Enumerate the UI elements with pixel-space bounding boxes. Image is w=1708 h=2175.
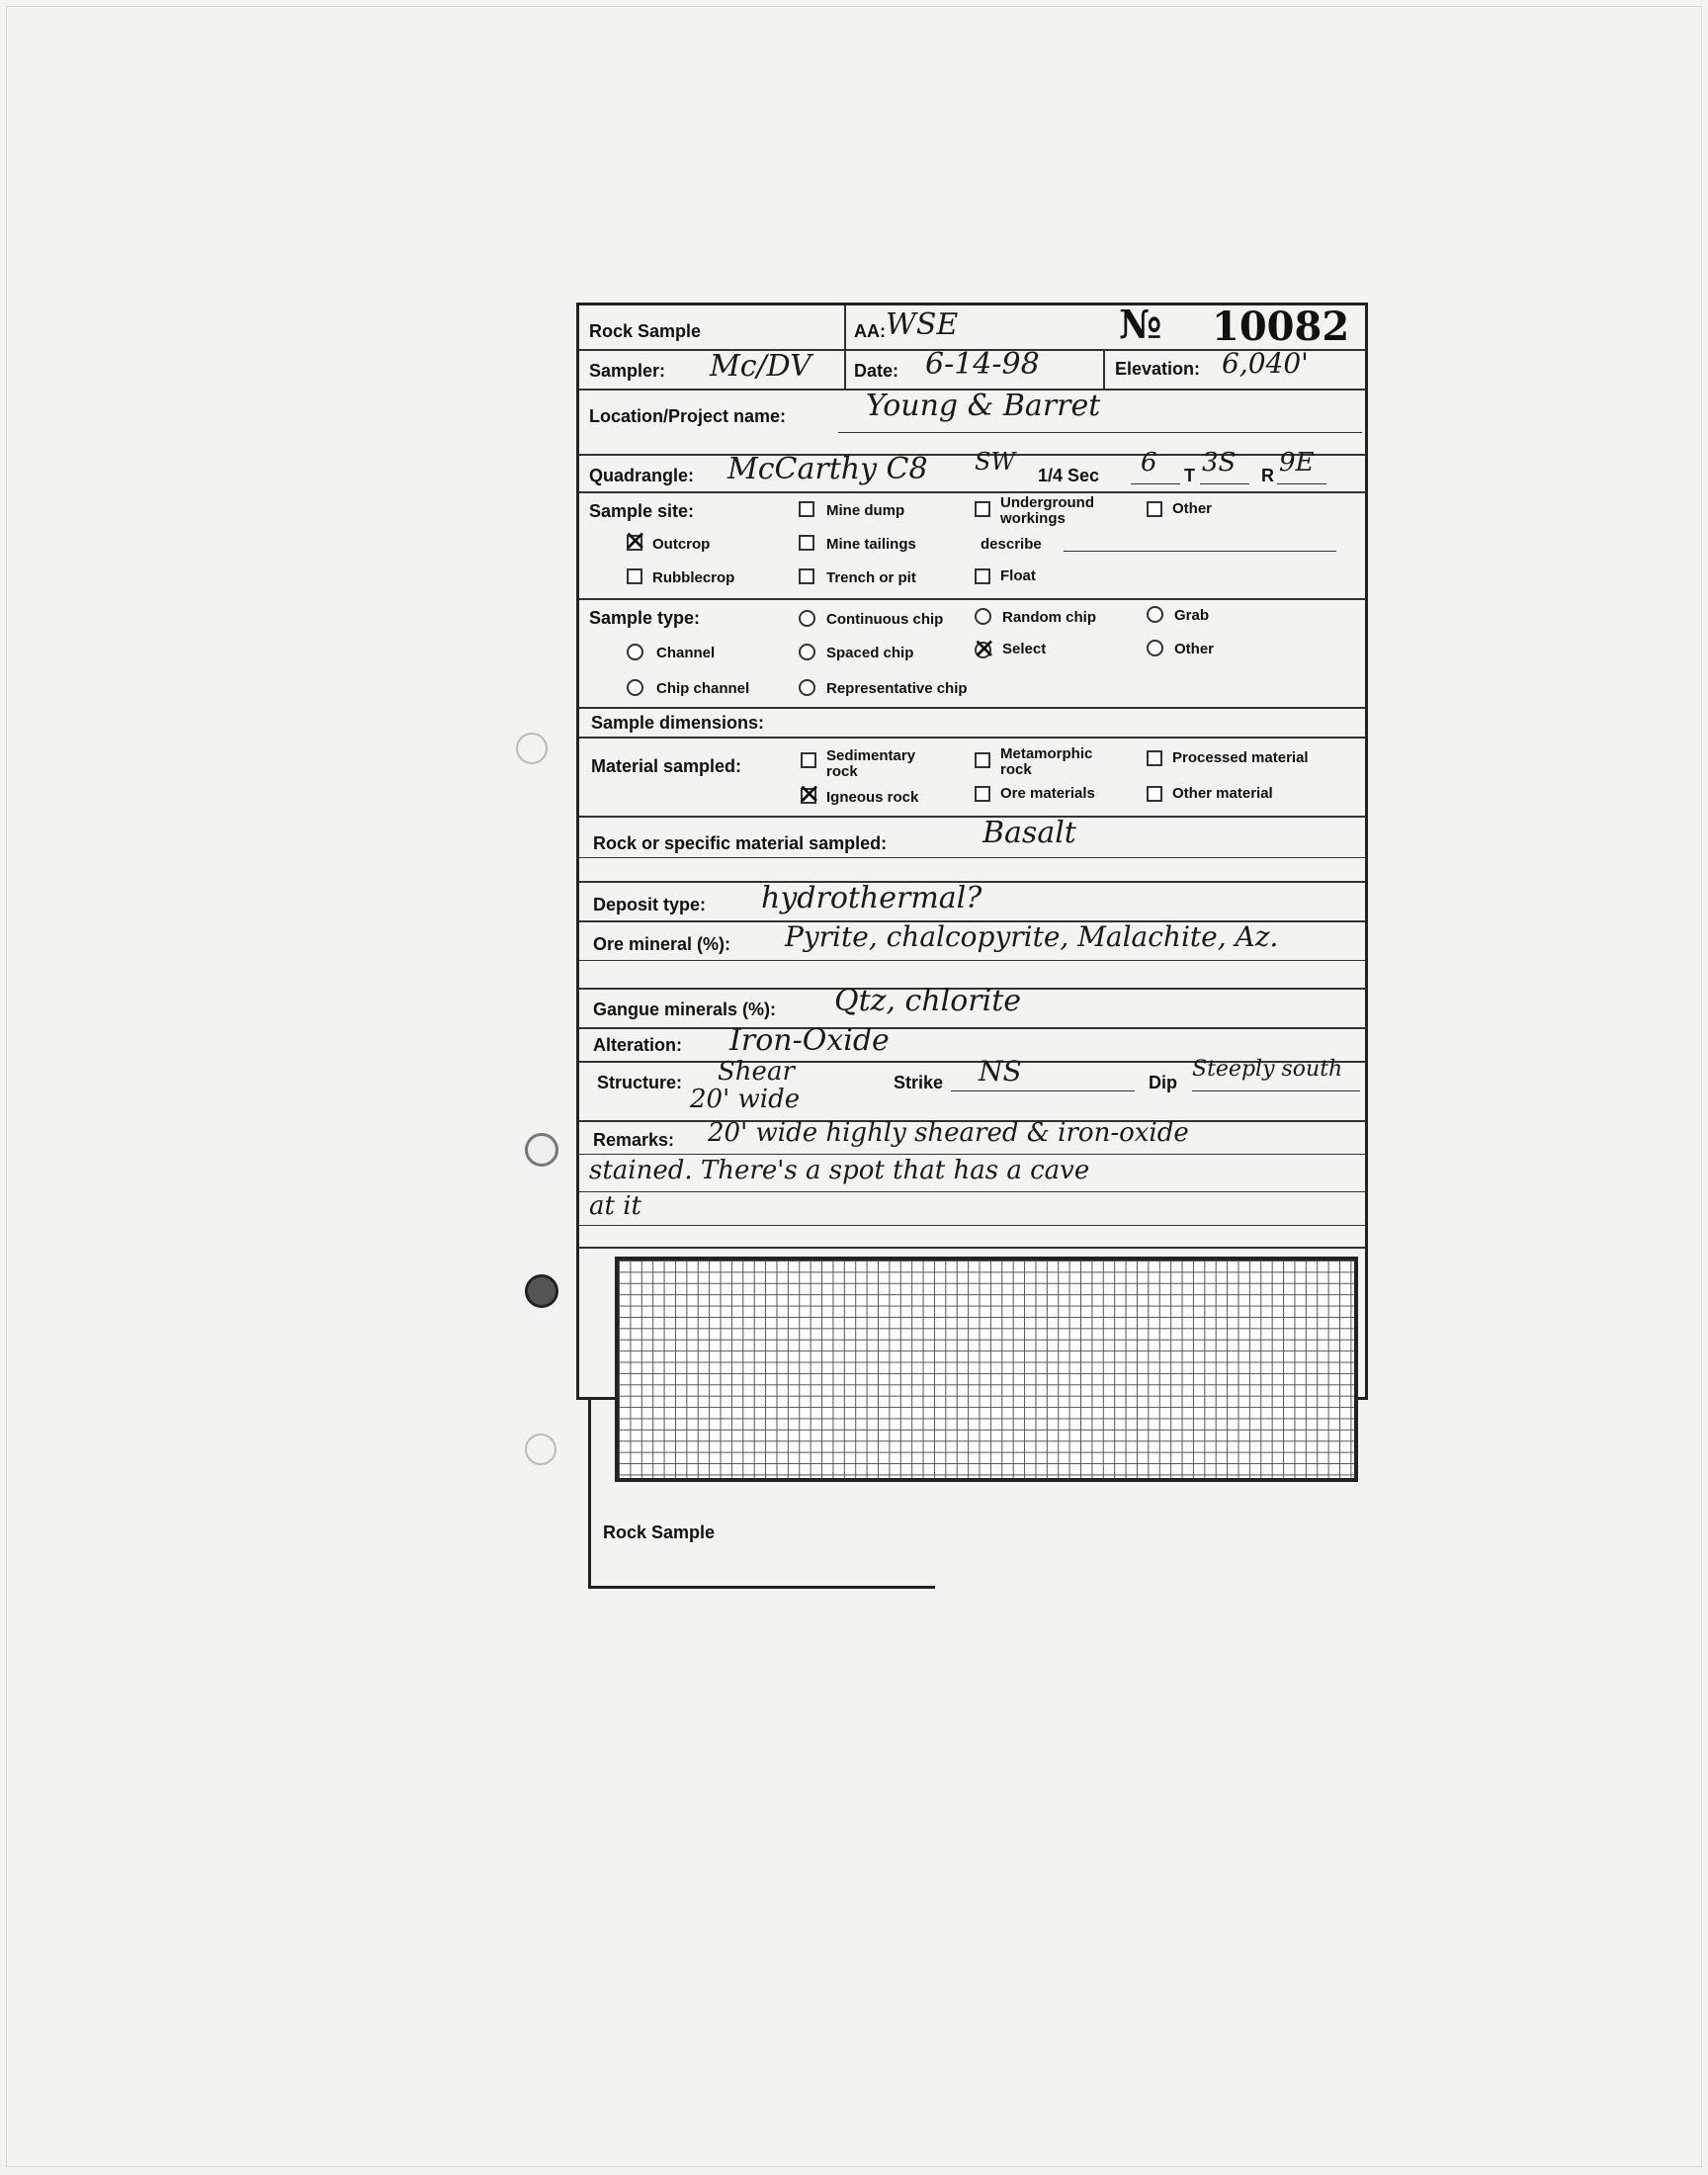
township-value[interactable]: 3S	[1202, 448, 1237, 478]
option-chip-channel: Chip channel	[656, 680, 750, 697]
check-mark: ✕	[624, 525, 647, 558]
location-row	[579, 389, 1365, 456]
quadrangle-label: Quadrangle:	[589, 466, 695, 485]
date-value[interactable]: 6-14-98	[925, 347, 1040, 382]
checkbox-underground-workings[interactable]	[975, 501, 990, 517]
quadrangle-value[interactable]: McCarthy C8	[727, 452, 928, 486]
option-mine-dump: Mine dump	[826, 502, 905, 519]
sample-type-label: Sample type:	[589, 608, 701, 628]
radio-spaced-chip[interactable]	[799, 644, 815, 660]
quarter-value[interactable]: SW	[975, 448, 1016, 476]
rock-row	[579, 816, 1365, 883]
checkbox-rubblecrop[interactable]	[627, 568, 642, 584]
option-spaced-chip: Spaced chip	[826, 645, 914, 661]
check-mark: ✕	[973, 633, 996, 665]
option-processed: Processed material	[1172, 749, 1309, 766]
gangue-row	[579, 984, 1365, 1029]
checkbox-processed[interactable]	[1147, 750, 1162, 766]
radio-representative-chip[interactable]	[799, 679, 815, 696]
structure-value-2[interactable]: 20' wide	[690, 1085, 801, 1114]
number-symbol: №	[1119, 302, 1162, 348]
section-value[interactable]: 6	[1141, 448, 1157, 478]
sample-type-row	[579, 598, 1365, 709]
sampler-label: Sampler:	[589, 361, 666, 381]
range-label: R	[1261, 466, 1274, 485]
remarks-line-3[interactable]: at it	[589, 1191, 641, 1221]
option-continuous-chip: Continuous chip	[826, 611, 944, 628]
option-random-chip: Random chip	[1002, 609, 1097, 626]
strike-label: Strike	[894, 1073, 944, 1092]
check-mark: ✕	[798, 778, 821, 811]
structure-row	[579, 1055, 1365, 1122]
option-channel: Channel	[656, 645, 716, 661]
sampler-value[interactable]: Mc/DV	[710, 349, 811, 384]
form-number: 10082	[1212, 304, 1350, 350]
rock-sample-form	[576, 303, 1368, 1400]
location-value[interactable]: Young & Barret	[866, 389, 1101, 423]
punch-hole	[525, 1434, 556, 1465]
footer-title: Rock Sample	[603, 1522, 716, 1542]
rock-label: Rock or specific material sampled:	[593, 833, 888, 853]
structure-label: Structure:	[597, 1073, 683, 1092]
checkbox-sedimentary[interactable]	[801, 752, 816, 768]
sample-dimensions-row	[579, 707, 1365, 739]
date-label: Date:	[854, 361, 899, 381]
radio-continuous-chip[interactable]	[799, 610, 815, 627]
remarks-label: Remarks:	[593, 1130, 675, 1150]
ore-value[interactable]: Pyrite, chalcopyrite, Malachite, Az.	[785, 920, 1279, 953]
option-metamorphic: Metamorphic rock	[1000, 745, 1093, 778]
sample-site-label: Sample site:	[589, 501, 695, 521]
header-row	[579, 302, 1365, 351]
checkbox-ore-materials[interactable]	[975, 786, 990, 802]
aa-label: AA:	[854, 321, 886, 341]
option-representative-chip: Representative chip	[826, 680, 968, 697]
option-underground-workings: Underground workings	[1000, 494, 1094, 527]
checkbox-float[interactable]	[975, 568, 990, 584]
radio-chip-channel[interactable]	[627, 679, 643, 696]
checkbox-metamorphic[interactable]	[975, 752, 990, 768]
alteration-label: Alteration:	[593, 1035, 682, 1055]
punch-hole	[525, 1274, 558, 1308]
radio-random-chip[interactable]	[975, 608, 991, 625]
checkbox-other-site[interactable]	[1147, 501, 1162, 517]
radio-other-type[interactable]	[1147, 640, 1163, 656]
range-value[interactable]: 9E	[1279, 448, 1315, 478]
option-other-type: Other	[1174, 641, 1215, 657]
material-label: Material sampled:	[591, 756, 742, 776]
quarter-sec-label: 1/4 Sec	[1038, 466, 1100, 485]
radio-grab[interactable]	[1147, 606, 1163, 623]
deposit-row	[579, 881, 1365, 922]
radio-channel[interactable]	[627, 644, 643, 660]
gangue-value[interactable]: Qtz, chlorite	[834, 984, 1022, 1018]
describe-label: describe	[981, 536, 1042, 553]
structure-value[interactable]: Shear	[718, 1057, 795, 1087]
punch-hole	[525, 1133, 558, 1167]
deposit-label: Deposit type:	[593, 895, 707, 914]
option-trench-or-pit: Trench or pit	[826, 569, 916, 586]
form-title: Rock Sample	[589, 321, 702, 341]
option-mine-tailings: Mine tailings	[826, 536, 916, 553]
option-other-site: Other	[1172, 500, 1213, 517]
location-label: Location/Project name:	[589, 406, 787, 426]
strike-value[interactable]: NS	[979, 1055, 1022, 1088]
sample-site-row	[579, 491, 1365, 600]
option-grab: Grab	[1174, 607, 1210, 624]
material-row	[579, 737, 1365, 818]
rock-value[interactable]: Basalt	[982, 816, 1076, 850]
elevation-label: Elevation:	[1115, 359, 1201, 379]
option-select: Select	[1002, 641, 1047, 657]
option-ore-materials: Ore materials	[1000, 785, 1095, 802]
dip-label: Dip	[1149, 1073, 1177, 1092]
elevation-value[interactable]: 6,040'	[1222, 347, 1309, 380]
ore-row	[579, 920, 1365, 990]
footer-stub	[588, 1400, 935, 1589]
township-label: T	[1184, 466, 1195, 485]
deposit-value[interactable]: hydrothermal?	[761, 881, 982, 915]
remarks-line-2[interactable]: stained. There's a spot that has a cave	[589, 1156, 1090, 1185]
checkbox-mine-tailings[interactable]	[799, 535, 814, 551]
checkbox-trench-or-pit[interactable]	[799, 568, 814, 584]
dip-value[interactable]: Steeply south	[1192, 1057, 1343, 1082]
remarks-line-1[interactable]: 20' wide highly sheared & iron-oxide	[708, 1118, 1189, 1148]
option-sedimentary: Sedimentary rock	[826, 747, 916, 780]
ore-label: Ore mineral (%):	[593, 934, 731, 954]
option-outcrop: Outcrop	[652, 536, 711, 553]
aa-value[interactable]: WSE	[886, 307, 959, 342]
punch-hole	[516, 733, 548, 764]
sample-dimensions-label: Sample dimensions:	[591, 713, 765, 733]
option-rubblecrop: Rubblecrop	[652, 569, 735, 586]
option-float: Float	[1000, 567, 1036, 584]
option-igneous: Igneous rock	[826, 789, 919, 806]
alteration-value[interactable]: Iron-Oxide	[729, 1023, 890, 1058]
quadrangle-row	[579, 448, 1365, 493]
checkbox-mine-dump[interactable]	[799, 501, 814, 517]
remarks-row	[579, 1120, 1365, 1249]
gangue-label: Gangue minerals (%):	[593, 1000, 777, 1019]
checkbox-other-material[interactable]	[1147, 786, 1162, 802]
sampler-row	[579, 349, 1365, 391]
option-other-material: Other material	[1172, 785, 1273, 802]
